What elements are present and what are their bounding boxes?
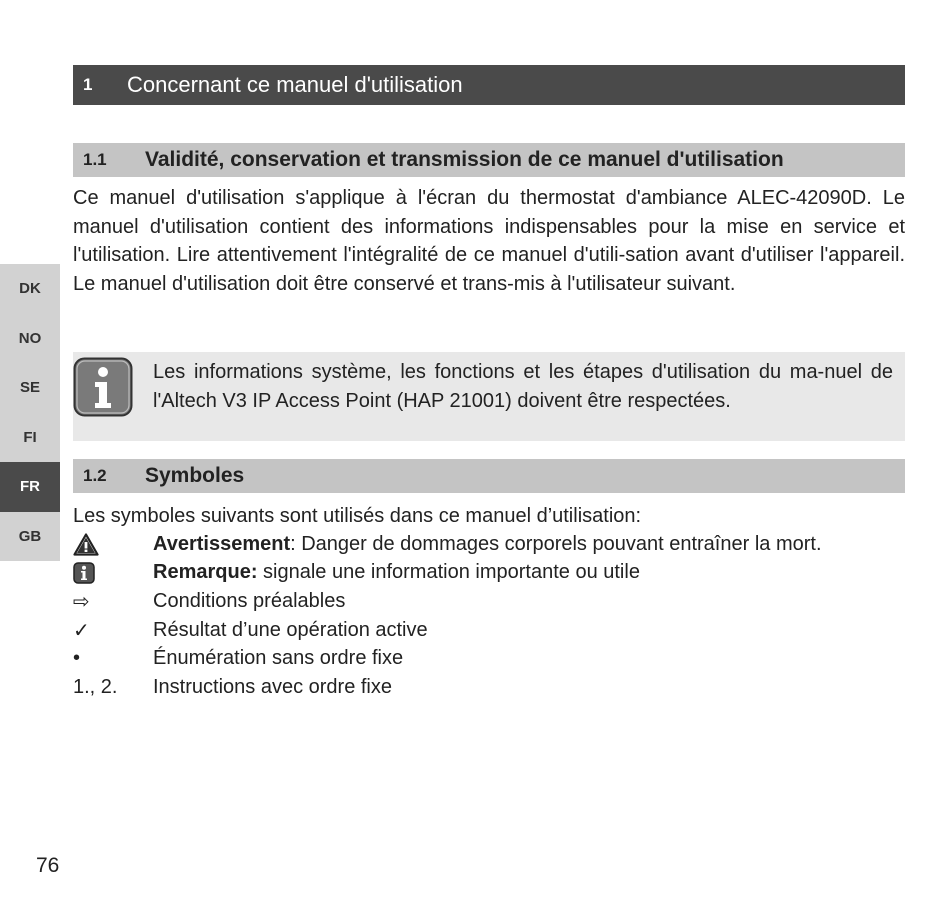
list-item bbox=[73, 616, 913, 645]
list-item bbox=[73, 673, 913, 702]
list-item bbox=[73, 530, 913, 559]
language-tab-fi[interactable]: FI bbox=[0, 413, 60, 463]
language-tabs bbox=[0, 264, 60, 561]
chapter-heading bbox=[73, 65, 905, 105]
language-tab-gb[interactable]: GB bbox=[0, 512, 60, 562]
symbols-intro: Les symboles suivants sont utilisés dans ce manuel d’utilisation: bbox=[73, 505, 642, 527]
section-heading-1-2 bbox=[73, 459, 905, 493]
symbol-text: signale une information importante ou utile bbox=[257, 561, 640, 584]
language-tab-dk[interactable]: DK bbox=[0, 264, 60, 314]
symbol-list bbox=[73, 530, 913, 702]
page-number: 76 bbox=[36, 854, 60, 877]
section-number: 1.2 bbox=[83, 466, 107, 485]
info-icon bbox=[73, 357, 133, 417]
validity-paragraph: Ce manuel d'utilisation s'applique à l'écran du thermostat d'ambiance ALEC-42090D. Le manuel d'utilisation contient des informations indispensables pour la mise en service et l'utilisation. Lire attentivement l'intégralité de ce manuel d'utili-sation avant d'utiliser l'appareil. Le manuel d'utilisation doit être conservé et trans-mis à l'utilisateur suivant. bbox=[73, 187, 905, 295]
symbol-text: Danger de dommages corporels pouvant entraîner la mort. bbox=[295, 532, 822, 555]
bullet-icon: • bbox=[73, 647, 81, 670]
symbol-text: Énumération sans ordre fixe bbox=[153, 647, 404, 670]
note-text: Les informations système, les fonctions et les étapes d'utilisation du ma-nuel de l'Altech V3 IP Access Point (HAP 21001) doivent être respectées. bbox=[153, 361, 893, 412]
symbol-term: Avertissement bbox=[153, 532, 291, 555]
chapter-number: 1 bbox=[83, 75, 93, 94]
symbol-text: Instructions avec ordre fixe bbox=[153, 675, 392, 698]
chapter-title: Concernant ce manuel d'utilisation bbox=[127, 72, 463, 97]
symbol-separator: : bbox=[290, 532, 296, 555]
language-tab-no[interactable]: NO bbox=[0, 314, 60, 364]
language-tab-fr[interactable]: FR bbox=[0, 462, 60, 512]
section-title: Validité, conservation et transmission de ce manuel d'utilisation bbox=[145, 148, 784, 171]
symbol-term: Remarque: bbox=[153, 561, 258, 584]
warning-triangle-icon bbox=[73, 533, 153, 556]
language-tab-se[interactable]: SE bbox=[0, 363, 60, 413]
info-icon bbox=[73, 562, 153, 584]
checkmark-icon: ✓ bbox=[73, 619, 90, 642]
list-item bbox=[73, 587, 913, 616]
arrow-right-icon: ⇨ bbox=[73, 590, 90, 613]
note-box bbox=[73, 352, 905, 441]
symbol-text: Résultat d’une opération active bbox=[153, 618, 428, 641]
numbering-label: 1., 2. bbox=[73, 675, 118, 698]
symbol-description bbox=[153, 561, 640, 584]
symbol-text: Conditions préalables bbox=[153, 589, 346, 612]
symbol-description bbox=[153, 533, 822, 556]
section-title: Symboles bbox=[145, 464, 245, 487]
section-heading-1-1 bbox=[73, 143, 905, 177]
list-item bbox=[73, 559, 913, 588]
list-item bbox=[73, 644, 913, 673]
section-number: 1.1 bbox=[83, 150, 107, 169]
